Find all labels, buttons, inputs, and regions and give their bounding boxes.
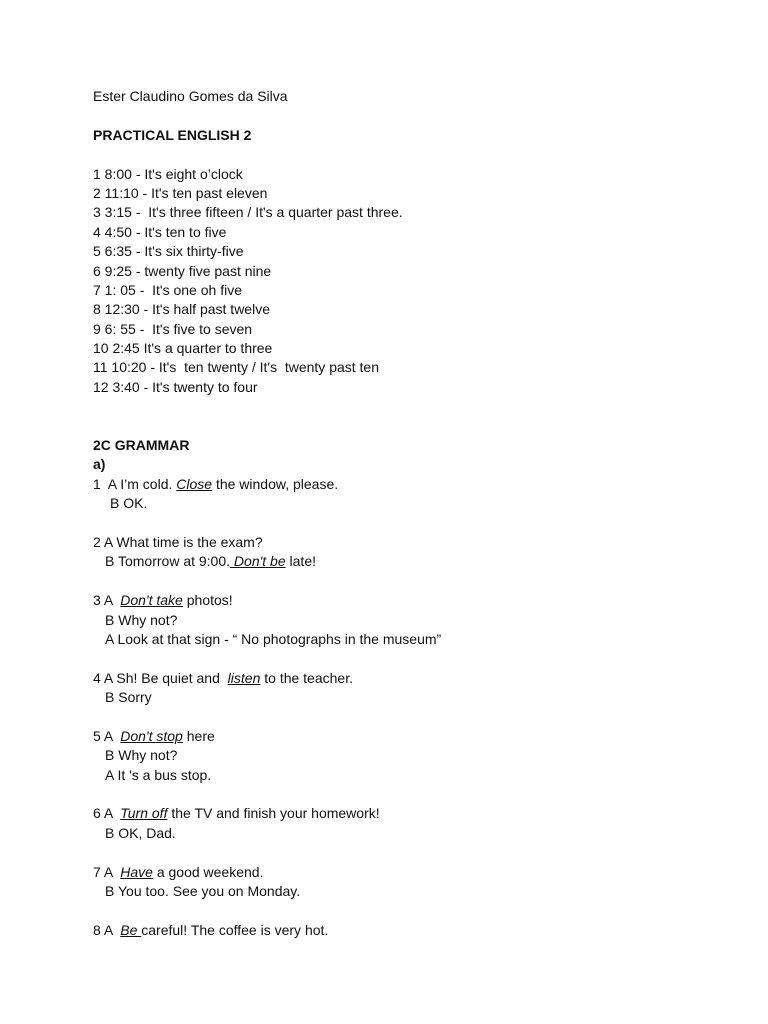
prompt-text: here	[182, 727, 215, 744]
spacer	[93, 572, 733, 591]
document-title: PRACTICAL ENGLISH 2	[93, 126, 252, 143]
prompt-text: B Tomorrow at 9:00.	[105, 553, 231, 570]
exercise-line	[93, 552, 733, 571]
time-item: 12 3:40 - It's twenty to four	[93, 378, 258, 395]
document-page	[93, 87, 733, 940]
spacer	[93, 397, 733, 416]
exercise-line: 2 A What time is the exam?	[93, 533, 263, 550]
response-line: A It 's a bus stop.	[105, 766, 212, 783]
time-item: 7 1: 05 - It's one oh five	[93, 281, 242, 298]
exercise-line	[93, 475, 733, 494]
time-item: 5 6:35 - It's six thirty-five	[93, 243, 244, 260]
spacer	[93, 901, 733, 920]
time-item: 9 6: 55 - It's five to seven	[93, 320, 253, 337]
time-item: 8 12:30 - It's half past twelve	[93, 301, 270, 318]
prompt-text: 7 A	[93, 863, 121, 880]
spacer	[93, 785, 733, 804]
time-item: 4 4:50 - It's ten to five	[93, 223, 227, 240]
spacer	[93, 649, 733, 668]
prompt-text: 5 A	[93, 727, 121, 744]
prompt-text: the window, please.	[212, 475, 339, 492]
response-line: B OK.	[110, 495, 148, 512]
spacer	[93, 145, 733, 164]
exercise-line	[93, 727, 733, 746]
time-item: 11 10:20 - It's ten twenty / It's twenty past ten	[93, 359, 380, 376]
prompt-text: 4 A Sh! Be quiet and	[93, 669, 228, 686]
answer-text: Be	[120, 921, 142, 938]
prompt-text: the TV and finish your homework!	[167, 805, 380, 822]
prompt-text: careful! The coffee is very hot.	[141, 921, 329, 938]
spacer	[93, 106, 733, 125]
prompt-text: 8 A	[93, 921, 121, 938]
exercise-line	[93, 921, 733, 940]
spacer	[93, 843, 733, 862]
response-line: A Look at that sign - “ No photographs in the museum”	[105, 630, 442, 647]
response-line: B Sorry	[105, 689, 152, 706]
time-item: 1 8:00 - It's eight o’clock	[93, 165, 243, 182]
response-line: B Why not?	[105, 747, 178, 764]
spacer	[93, 417, 733, 436]
exercise-line	[93, 863, 733, 882]
response-line: B You too. See you on Monday.	[105, 883, 301, 900]
spacer	[93, 708, 733, 727]
prompt-text: photos!	[182, 592, 233, 609]
answer-text: Have	[120, 863, 153, 880]
response-line: B Why not?	[105, 611, 178, 628]
prompt-text: to the teacher.	[260, 669, 353, 686]
grammar-part-label: a)	[93, 456, 106, 473]
answer-text: Turn off	[120, 805, 168, 822]
answer-text: listen	[227, 669, 261, 686]
time-item: 6 9:25 - twenty five past nine	[93, 262, 272, 279]
answer-text: Close	[176, 475, 213, 492]
answer-text: Don't stop	[120, 727, 183, 744]
author-name: Ester Claudino Gomes da Silva	[93, 88, 288, 104]
grammar-heading: 2C GRAMMAR	[93, 437, 190, 454]
spacer	[93, 514, 733, 533]
prompt-text: late!	[285, 553, 316, 570]
exercise-line	[93, 804, 733, 823]
exercise-line	[93, 669, 733, 688]
prompt-text: 1 A I’m cold.	[93, 475, 177, 492]
response-line: B OK, Dad.	[105, 824, 176, 841]
exercise-line	[93, 591, 733, 610]
prompt-text: a good weekend.	[152, 863, 264, 880]
time-item: 3 3:15 - It's three fifteen / It's a quarter past three.	[93, 204, 403, 221]
prompt-text: 3 A	[93, 592, 121, 609]
answer-text: Don't be	[230, 553, 286, 570]
answer-text: Don't take	[120, 592, 183, 609]
time-item: 10 2:45 It's a quarter to three	[93, 340, 273, 357]
time-item: 2 11:10 - It's ten past eleven	[93, 184, 268, 201]
prompt-text: 6 A	[93, 805, 121, 822]
times-list	[93, 165, 733, 398]
